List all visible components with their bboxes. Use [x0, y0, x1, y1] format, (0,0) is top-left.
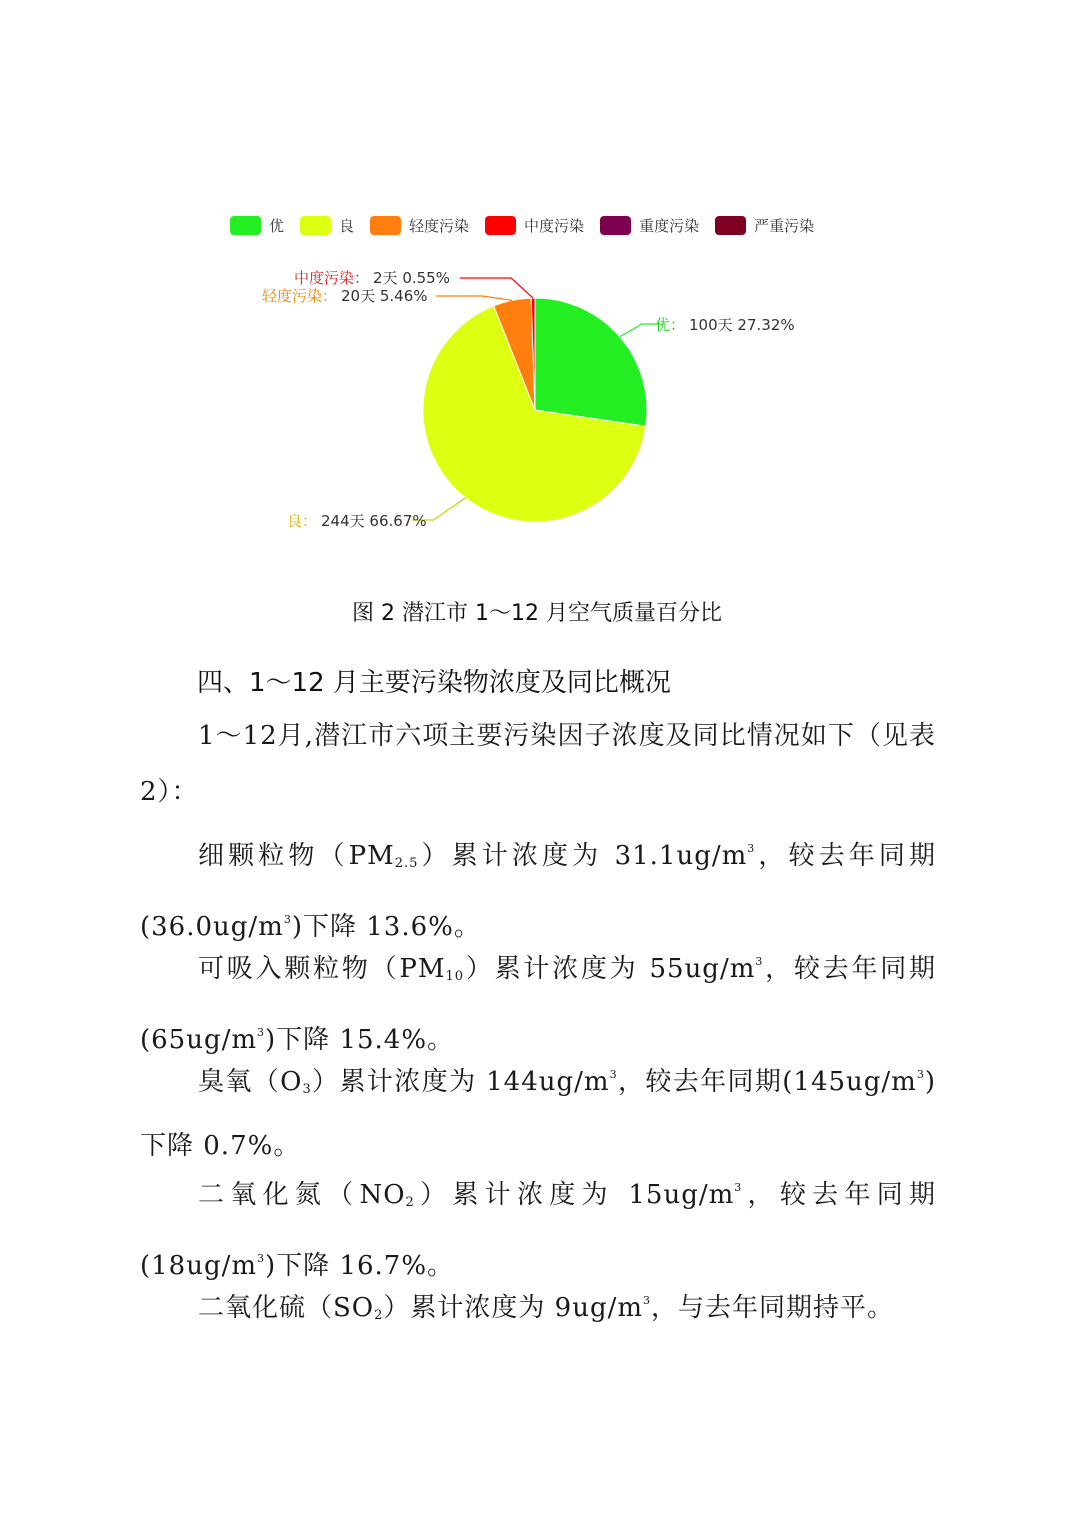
legend-swatch — [485, 216, 516, 235]
legend-label: 优 — [269, 216, 285, 235]
legend-item-severe[interactable] — [715, 215, 814, 236]
legend-label: 良 — [339, 216, 355, 235]
o3-paragraph: 臭氧$(O_3)$累计浓度为 $144ug/m^3$，较去年同期$(145ug/m^3)$下降 0.7%。 — [140, 1067, 936, 1161]
legend-item-you[interactable] — [230, 215, 284, 236]
no2-paragraph: 二氧化氮$(NO_2)$累计浓度为 $15ug/m^3$，较去年同期$(18ug/m^3)$下降 16.7%。 — [140, 1180, 936, 1281]
legend-item-light[interactable] — [370, 215, 469, 236]
pie-label-line — [460, 278, 533, 298]
so2-paragraph: 二氧化硫$(SO_2)$累计浓度为 $9ug/m^3$，与去年同期持平。 — [198, 1293, 895, 1323]
section-heading: 四、1～12 月主要污染物浓度及同比概况 — [197, 668, 671, 698]
legend-label: 严重污染 — [754, 216, 815, 235]
legend-label: 重度污染 — [639, 216, 700, 235]
legend-swatch — [715, 216, 746, 235]
intro-paragraph: 1～12月,潜江市六项主要污染因子浓度及同比情况如下（见表 2）： — [140, 721, 936, 807]
pie-chart — [250, 262, 830, 542]
pie-data-label: 中度污染： 2天 0.55% — [294, 269, 450, 287]
legend-item-heavy[interactable] — [600, 215, 699, 236]
legend-label: 中度污染 — [524, 216, 585, 235]
figure-caption: 图 2 潜江市 1～12 月空气质量百分比 — [352, 601, 722, 626]
legend-item-liang[interactable] — [300, 215, 354, 236]
legend-swatch — [230, 216, 261, 235]
legend-item-moderate[interactable] — [485, 215, 584, 236]
pie-data-label: 轻度污染： 20天 5.46% — [262, 287, 428, 305]
legend-swatch — [300, 216, 331, 235]
chart-legend — [230, 212, 830, 238]
pie-data-label: 优： 100天 27.32% — [655, 316, 795, 334]
legend-swatch — [370, 216, 401, 235]
legend-swatch — [600, 216, 631, 235]
legend-label: 轻度污染 — [409, 216, 470, 235]
pm25-paragraph: 细颗粒物$(PM_{2.5})$累计浓度为 $31.1ug/m^3$，较去年同期$(36.0ug/m^3)$下降 13.6%。 — [140, 841, 936, 942]
pie-label-line — [436, 296, 512, 300]
pie-data-label: 良： 244天 66.67% — [287, 512, 427, 530]
pm10-paragraph: 可吸入颗粒物$(PM_{10})$累计浓度为 $55ug/m^3$，较去年同期$(65ug/m^3)$下降 15.4%。 — [140, 954, 936, 1055]
pie-slice[interactable] — [535, 298, 647, 426]
